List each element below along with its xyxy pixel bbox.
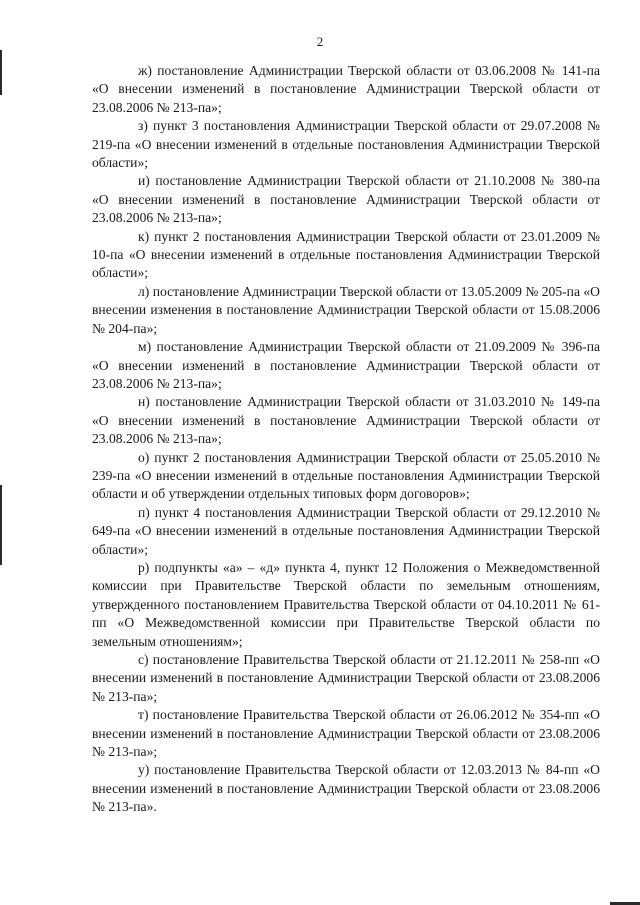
scan-edge-mark (0, 50, 2, 95)
list-item-o: о) пункт 2 постановления Администрации Тверской области от 25.05.2010 № 239-па «О внесении изменений в отдельные постановления Администрации Тверской области и об утверждении отдельных типовых форм договоров»; (92, 449, 600, 502)
list-item-zh: ж) постановление Администрации Тверской области от 03.06.2008 № 141-па «О внесении изменений в постановление Администрации Тверской области от 23.08.2006 № 213-па»; (92, 63, 600, 115)
list-item-t: т) постановление Правительства Тверской области от 26.06.2012 № 354-пп «О внесении изменений в постановление Администрации Тверской области от 23.08.2006 № 213-па»; (92, 707, 600, 760)
list-item-l: л) постановление Администрации Тверской области от 13.05.2009 № 205-па «О внесении изменения в постановление Администрации Тверской области от 15.08.2006 № 204-па»; (92, 283, 600, 336)
list-item-u: у) постановление Правительства Тверской области от 12.03.2013 № 84-пп «О внесении изменений в постановление Администрации Тверской области от 23.08.2006 № 213-па». (92, 762, 600, 815)
list-item-m: м) постановление Администрации Тверской области от 21.09.2009 № 396-па «О внесении изменений в постановление Администрации Тверской области от 23.08.2006 № 213-па»; (92, 339, 600, 391)
list-item-k: к) пункт 2 постановления Администрации Тверской области от 23.01.2009 № 10-па «О внесении изменений в отдельные постановления Администрации Тверской области»; (92, 228, 600, 281)
list-item-p: п) пункт 4 постановления Администрации Тверской области от 29.12.2010 № 649-па «О внесении изменений в отдельные постановления Администрации Тверской области»; (92, 504, 600, 557)
document-body (92, 62, 600, 817)
scan-edge-mark (0, 485, 2, 565)
list-item-r: р) подпункты «а» – «д» пункта 4, пункт 12 Положения о Межведомственной комиссии при Правительстве Тверской области по земельным отношениям, утвержденного постановлением Правительства Тверской области от 04.10.2011 № 61-пп «О Межведомственной комиссии при Правительстве Тверской области по земельным отношениям»; (92, 559, 600, 649)
list-item-i: и) постановление Администрации Тверской области от 21.10.2008 № 380-па «О внесении изменений в постановление Администрации Тверской области от 23.08.2006 № 213-па»; (92, 173, 600, 226)
list-item-n: н) постановление Администрации Тверской области от 31.03.2010 № 149-па «О внесении изменений в постановление Администрации Тверской области от 23.08.2006 № 213-па»; (92, 394, 600, 447)
list-item-s: с) постановление Правительства Тверской области от 21.12.2011 № 258-пп «О внесении изменений в постановление Администрации Тверской области от 23.08.2006 № 213-па»; (92, 652, 600, 704)
list-item-z: з) пункт 3 постановления Администрации Тверской области от 29.07.2008 № 219-па «О внесении изменений в отдельные постановления Администрации Тверской области»; (92, 118, 600, 171)
page-number: 2 (316, 34, 324, 49)
